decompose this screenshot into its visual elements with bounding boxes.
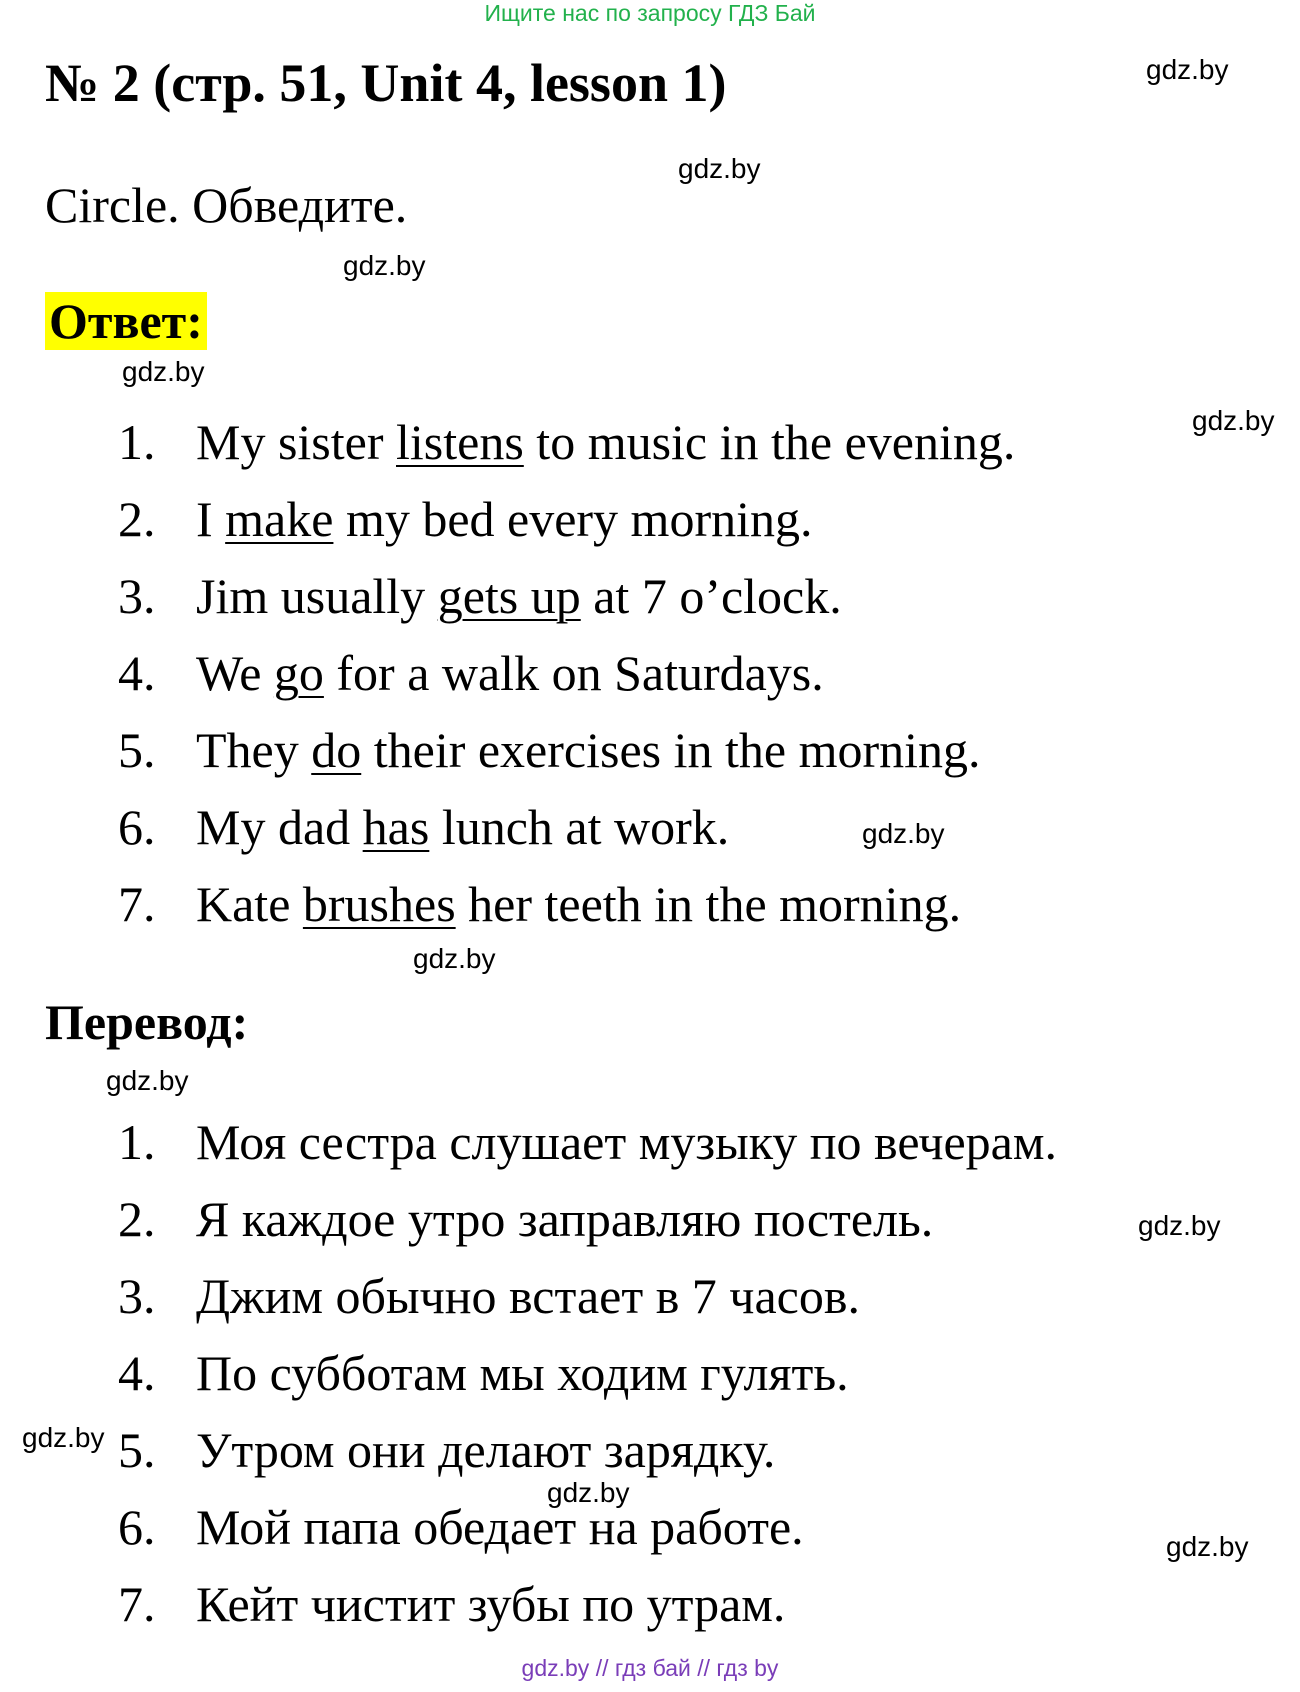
sentence-start: Kate [196,876,303,932]
answer-item [118,875,961,933]
answer-item [118,413,1015,471]
item-number: 2. [118,491,156,547]
item-number: 5. [118,722,156,778]
answer-item [118,567,842,625]
watermark: gdz.by [1166,1531,1249,1562]
circled-verb: gets up [437,568,581,624]
translation-text: Джим обычно встает в 7 часов. [196,1268,860,1324]
sentence-end: my bed every morning. [333,491,813,547]
translation-item [118,1190,933,1248]
sentence-end: to music in the evening. [523,414,1016,470]
item-number: 7. [118,1576,156,1632]
item-number: 7. [118,876,156,932]
translation-text: Я каждое утро заправляю постель. [196,1191,934,1247]
answer-item [118,798,729,856]
sentence-start: I [196,491,226,547]
answer-label: Ответ: [45,292,207,350]
watermark: gdz.by [547,1477,630,1508]
circled-verb: brushes [302,876,456,932]
item-number: 6. [118,799,156,855]
watermark: gdz.by [122,356,205,387]
item-number: 4. [118,645,156,701]
watermark: gdz.by [22,1422,105,1453]
item-number: 2. [118,1191,156,1247]
watermark: gdz.by [1138,1210,1221,1241]
answer-item [118,490,813,548]
watermark: gdz.by [343,250,426,281]
translation-text: Кейт чистит зубы по утрам. [196,1576,786,1632]
top-banner[interactable]: Ищите нас по запросу ГДЗ Бай [484,0,816,26]
item-number: 1. [118,414,156,470]
watermark: gdz.by [678,153,761,184]
answer-item [118,721,981,779]
translation-item [118,1344,849,1402]
sentence-end: her teeth in the morning. [455,876,962,932]
translation-text: Утром они делают зарядку. [196,1422,776,1478]
item-number: 5. [118,1422,156,1478]
page-title: № 2 (стр. 51, Unit 4, lesson 1) [45,53,727,113]
sentence-start: Jim usually [196,568,438,624]
translation-text: По субботам мы ходим гулять. [196,1345,849,1401]
item-number: 4. [118,1345,156,1401]
sentence-end: lunch at work. [429,799,730,855]
translation-item [118,1113,1057,1171]
sentence-start: My dad [196,799,363,855]
circled-verb: has [362,799,430,855]
answer-item [118,644,824,702]
circled-verb: go [273,645,324,701]
item-number: 3. [118,1268,156,1324]
sentence-start: We [196,645,274,701]
translation-text: Мой папа обедает на работе. [196,1499,804,1555]
translation-item [118,1575,785,1633]
watermark: gdz.by [862,818,945,849]
translation-label: Перевод: [45,994,249,1050]
circled-verb: do [311,722,362,778]
instruction: Circle. Обведите. [45,177,408,233]
translation-text: Моя сестра слушает музыку по вечерам. [196,1114,1057,1170]
translation-item [118,1421,775,1479]
sentence-start: They [196,722,312,778]
watermark: gdz.by [1146,54,1229,85]
translation-item [118,1498,804,1556]
sentence-end: their exercises in the morning. [361,722,981,778]
circled-verb: make [225,491,334,547]
item-number: 3. [118,568,156,624]
watermark: gdz.by [1192,405,1275,436]
item-number: 1. [118,1114,156,1170]
watermark: gdz.by [106,1065,189,1096]
bottom-banner[interactable]: gdz.by // гдз бай // гдз by [521,1655,779,1681]
sentence-end: for a walk on Saturdays. [323,645,824,701]
sentence-start: My sister [196,414,396,470]
watermark: gdz.by [413,943,496,974]
circled-verb: listens [396,414,524,470]
translation-item [118,1267,860,1325]
sentence-end: at 7 o’clock. [580,568,842,624]
item-number: 6. [118,1499,156,1555]
